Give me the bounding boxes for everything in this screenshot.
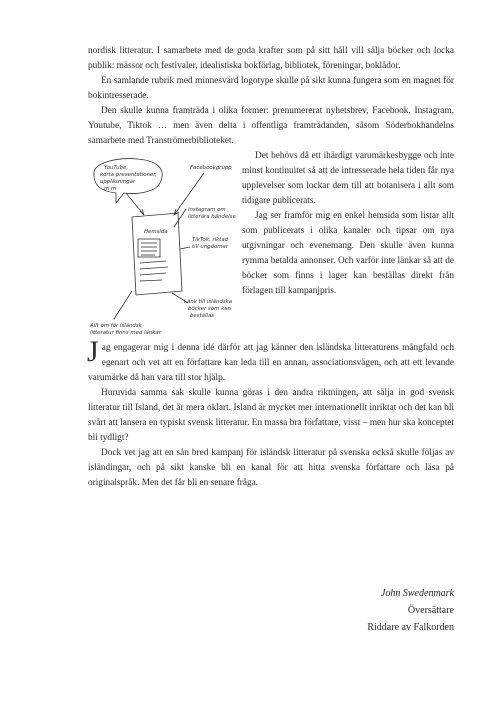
sketch-note: litteratur finns med länkar bbox=[90, 330, 161, 336]
paragraph: nordisk litteratur. I samarbete med de goda krafter som på sitt håll vill sälja böcker och locka publik: mässor och festivaler, idealistiska bokförlag, bibliotek, föreningar, boklådor. bbox=[88, 46, 454, 71]
hand-drawn-sketch bbox=[86, 153, 236, 339]
sketch-note: Hemsida bbox=[144, 229, 168, 235]
article-body bbox=[88, 44, 454, 491]
paragraph-text: ag engagerar mig i denna idé därför att jag känner den isländska litteraturens mångfald och egenart och vet att en författare kan leda till en annan, associationsvägen, och att ett levande varumärke då han vara till stor hjälp. bbox=[88, 343, 454, 383]
paragraph: Huruvida samma sak skulle kunna göras i den andra riktningen, att sälja in god svensk litteratur till Island, det är mera oklart. Island är mycket mer internationellt inriktat och det kan bli svårt att lansera en typiskt svensk litteratur. En massa bra författare, visst – men hur ska konceptet bli tydligt? bbox=[88, 388, 454, 443]
paragraph: Jag ser framför mig en enkel hemsida som listar allt som publicerats i olika kanaler och tipsar om nya utgivningar och evenemang. Den skulle även kunna rymma betalda annonser. Och varför inte länkar så att de böcker som finns i lager kan beställas direkt från förlagen till kampanjpris. bbox=[242, 211, 454, 296]
sketch-note: YouTube, bbox=[104, 165, 129, 171]
paragraph: Den skulle kunna framträda i olika former: prenumererat nyhetsbrev, Facebook, Instagram, Youtube, Tiktok … men även delta i offentliga framträdanden, såsom Söderbokhandelns samarbete med Tranströmerbiblioteket. bbox=[88, 106, 454, 146]
sketch-note: korta presentationer, bbox=[100, 172, 157, 178]
author-name: John Swedenmark bbox=[380, 588, 454, 599]
sketch-note: Allt om för isländsk bbox=[90, 323, 142, 329]
paragraph: Dock vet jag att en sån bred kampanj för isländsk litteratur på svenska också skulle följas av isländingar, och på sikt kanske bli en kanal för att hitta svenska författare och läsa på originalspråk. Men det får bli en senare fråga. bbox=[88, 448, 454, 488]
author-role: Översättare bbox=[407, 605, 454, 616]
sketch-note: till ungdomar bbox=[192, 244, 229, 250]
sketch-note: litterära händelser bbox=[188, 214, 236, 220]
signature-block bbox=[367, 585, 454, 636]
sketch-note: Instagram om bbox=[188, 207, 226, 213]
sketch-note: TikTok, riktad bbox=[192, 237, 229, 243]
paragraph: En samlande rubrik med minnesvärd logotype skulle på sikt kunna fungera som en magnet för bokintresserade. bbox=[88, 76, 454, 101]
sketch-note: Länk till isländska bbox=[184, 299, 233, 305]
sketch-note: böcker som kan bbox=[188, 306, 231, 312]
sketch-note: uppläsningar bbox=[100, 179, 136, 185]
drop-cap: J bbox=[87, 335, 99, 368]
sketch-note: Facebookgrupp bbox=[190, 165, 232, 171]
sketch-note: beställas bbox=[190, 313, 215, 319]
sketch-note: m m bbox=[104, 186, 117, 192]
author-title: Riddare av Falkorden bbox=[367, 622, 454, 633]
paragraph bbox=[87, 335, 454, 386]
section-two bbox=[87, 335, 454, 491]
paragraph: Det behövs då ett ihärdigt varumärkesbygge och inte minst kontinuitet så att de intresserade hela tiden får nya upplevelser som lockar dem till att botanisera i allt som tidigare publicerats. bbox=[242, 151, 454, 206]
